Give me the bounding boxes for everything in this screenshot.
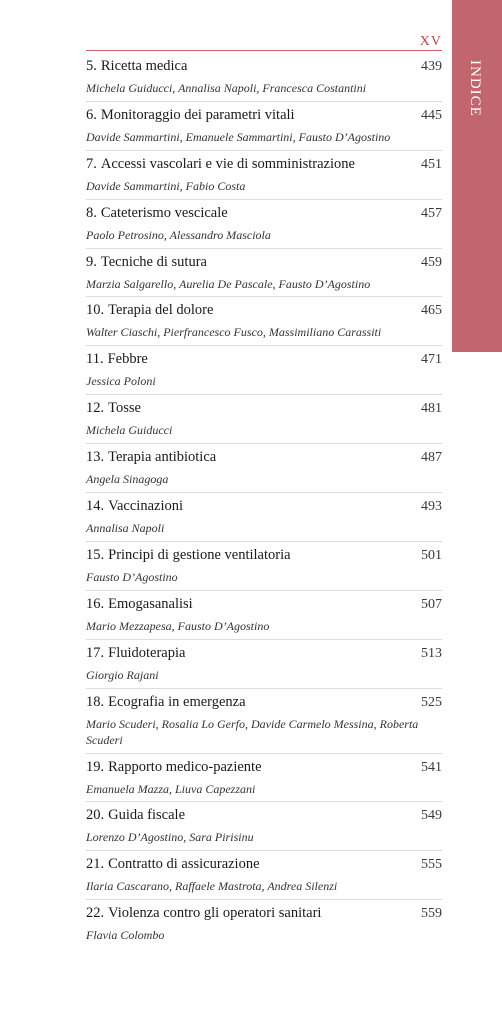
toc-entry-title xyxy=(86,759,262,776)
toc-entry-number: 13. xyxy=(86,449,105,466)
toc-entry-authors: Paolo Petrosino, Alessandro Masciola xyxy=(86,227,271,242)
toc-entry-title-row xyxy=(86,302,442,322)
toc-entry[interactable] xyxy=(86,200,442,249)
toc-entry-title xyxy=(86,694,246,711)
toc-entry-title xyxy=(86,400,141,417)
toc-entry-title xyxy=(86,807,185,824)
toc-entry-title-text: Vaccinazioni xyxy=(108,498,184,515)
toc-entry[interactable] xyxy=(86,754,442,803)
toc-entry-title-text: Tosse xyxy=(108,400,141,417)
toc-entry-title-row xyxy=(86,498,442,518)
toc-entry-authors: Walter Ciaschi, Pierfrancesco Fusco, Massimiliano Carassiti xyxy=(86,325,382,340)
toc-entry-authors: Jessica Poloni xyxy=(86,374,156,389)
page-number: XV xyxy=(419,34,442,49)
toc-entry[interactable] xyxy=(86,102,442,151)
toc-entry-title-row xyxy=(86,547,442,567)
toc-entry-title xyxy=(86,596,193,613)
toc-entry-page: 501 xyxy=(421,547,442,563)
toc-entry-title-row xyxy=(86,645,442,665)
section-tab-label: INDICE xyxy=(467,60,483,117)
toc-entry-title-row xyxy=(86,205,442,225)
toc-entry-title xyxy=(86,351,148,368)
toc-entry-number: 18. xyxy=(86,693,105,710)
toc-entry-number: 20. xyxy=(86,807,105,824)
toc-entry-authors: Davide Sammartini, Emanuele Sammartini, Fausto D’Agostino xyxy=(86,129,391,144)
toc-entry-authors: Michela Guiducci, Annalisa Napoli, Francesca Costantini xyxy=(86,81,367,95)
toc-entry[interactable] xyxy=(86,395,442,444)
toc-entry-title-text: Violenza contro gli operatori sanitari xyxy=(108,905,322,922)
toc-entry[interactable] xyxy=(86,53,442,102)
toc-entry-number: 11. xyxy=(86,351,104,368)
toc-entry[interactable] xyxy=(86,802,442,851)
toc-entry-authors: Angela Sinagoga xyxy=(86,472,169,487)
toc-entry-title-text: Fluidoterapia xyxy=(108,644,186,661)
toc-entry-title-row xyxy=(86,156,442,176)
toc-entry-page: 541 xyxy=(421,759,442,775)
toc-entry-title-text: Emogasanalisi xyxy=(108,595,193,612)
section-tab xyxy=(452,0,502,352)
toc-entry-title-text: Rapporto medico-paziente xyxy=(108,758,262,775)
toc-entry-title-text: Cateterismo vescicale xyxy=(100,204,228,221)
toc-entry-page: 457 xyxy=(421,205,442,221)
toc-entry-authors: Mario Mezzapesa, Fausto D’Agostino xyxy=(86,618,270,633)
toc-entry[interactable] xyxy=(86,249,442,298)
toc-entry-page: 459 xyxy=(421,254,442,270)
header-rule xyxy=(86,50,442,51)
toc-entry-authors: Emanuela Mazza, Liuva Capezzani xyxy=(86,781,256,796)
toc-entry-page: 549 xyxy=(421,808,442,824)
toc-entry-authors: Flavia Colombo xyxy=(86,928,165,943)
table-of-contents xyxy=(86,53,442,949)
toc-entry-number: 9. xyxy=(86,253,97,270)
toc-entry-number: 6. xyxy=(86,106,97,123)
toc-entry-number: 19. xyxy=(86,758,105,775)
toc-entry-page: 559 xyxy=(421,906,442,922)
toc-entry-title-row xyxy=(86,449,442,469)
toc-entry-authors: Annalisa Napoli xyxy=(86,521,165,536)
toc-entry-title-text: Guida fiscale xyxy=(108,807,186,824)
toc-entry[interactable] xyxy=(86,151,442,200)
toc-entry-authors: Michela Guiducci xyxy=(86,423,173,438)
toc-entry-number: 21. xyxy=(86,856,105,873)
toc-entry-page: 487 xyxy=(421,450,442,466)
toc-entry-title xyxy=(86,254,207,271)
toc-entry-authors: Lorenzo D’Agostino, Sara Pirisinu xyxy=(86,830,254,845)
toc-entry-page: 525 xyxy=(421,694,442,710)
toc-entry-title-row xyxy=(86,905,442,925)
toc-entry-title-row xyxy=(86,807,442,827)
toc-entry-title xyxy=(86,449,216,466)
toc-entry-title-row xyxy=(86,254,442,274)
toc-entry-title xyxy=(86,856,260,873)
toc-entry-title xyxy=(86,498,183,515)
toc-entry-title-text: Tecniche di sutura xyxy=(100,253,207,270)
toc-entry-title-row xyxy=(86,856,442,876)
toc-entry-number: 8. xyxy=(86,204,97,221)
toc-entry-title-row xyxy=(86,759,442,779)
toc-entry-number: 14. xyxy=(86,498,105,515)
toc-entry-page: 481 xyxy=(421,401,442,417)
toc-entry-number: 17. xyxy=(86,644,105,661)
toc-entry[interactable] xyxy=(86,851,442,900)
toc-entry-page: 451 xyxy=(421,156,442,172)
toc-entry-page: 439 xyxy=(421,59,442,74)
toc-entry[interactable] xyxy=(86,297,442,346)
toc-entry-title-text: Terapia antibiotica xyxy=(108,449,217,466)
toc-entry-authors: Mario Scuderi, Rosalia Lo Gerfo, Davide Carmelo Messina, Roberta Scuderi xyxy=(86,716,419,747)
toc-entry-title-row xyxy=(86,107,442,127)
toc-entry-title xyxy=(86,205,228,222)
toc-entry-title xyxy=(86,156,355,173)
toc-entry-number: 10. xyxy=(86,302,105,319)
toc-entry-title xyxy=(86,107,295,124)
toc-entry[interactable] xyxy=(86,591,442,640)
toc-entry-page: 493 xyxy=(421,499,442,515)
toc-entry[interactable] xyxy=(86,346,442,395)
toc-entry-title-text: Contratto di assicurazione xyxy=(108,856,260,873)
toc-entry[interactable] xyxy=(86,689,442,754)
toc-entry-title xyxy=(86,905,321,922)
toc-entry-number: 16. xyxy=(86,595,105,612)
toc-entry-title-text: Febbre xyxy=(107,351,148,368)
toc-entry-title-text: Principi di gestione ventilatoria xyxy=(108,546,291,563)
toc-entry[interactable] xyxy=(86,493,442,542)
toc-entry-authors: Davide Sammartini, Fabio Costa xyxy=(86,178,246,193)
toc-entry-title-text: Accessi vascolari e vie di somministrazione xyxy=(100,155,355,172)
toc-entry-number: 7. xyxy=(86,155,97,172)
toc-entry-authors: Ilaria Cascarano, Raffaele Mastrota, Andrea Silenzi xyxy=(86,879,338,894)
toc-entry-title xyxy=(86,58,187,75)
toc-entry-title-text: Monitoraggio dei parametri vitali xyxy=(100,106,295,123)
toc-entry-page: 445 xyxy=(421,107,442,123)
toc-entry-number: 15. xyxy=(86,546,105,563)
toc-entry-page: 555 xyxy=(421,857,442,873)
toc-entry-title-text: Terapia del dolore xyxy=(108,302,214,319)
toc-entry-title-row xyxy=(86,400,442,420)
toc-entry-number: 5. xyxy=(86,58,97,74)
toc-entry-authors: Marzia Salgarello, Aurelia De Pascale, Fausto D’Agostino xyxy=(86,276,371,291)
toc-entry-title-row xyxy=(86,58,442,78)
toc-entry[interactable] xyxy=(86,444,442,493)
toc-entry-page: 465 xyxy=(421,303,442,319)
toc-entry-page: 471 xyxy=(421,352,442,368)
toc-entry-number: 12. xyxy=(86,400,105,417)
toc-entry-authors: Giorgio Rajani xyxy=(86,667,159,682)
toc-entry[interactable] xyxy=(86,640,442,689)
toc-entry-title-row xyxy=(86,351,442,371)
toc-entry-title-text: Ecografia in emergenza xyxy=(108,693,246,710)
toc-entry-number: 22. xyxy=(86,905,105,922)
toc-entry-title xyxy=(86,645,185,662)
toc-entry-title-text: Ricetta medica xyxy=(100,58,188,74)
toc-entry-title xyxy=(86,302,213,319)
toc-entry-page: 513 xyxy=(421,645,442,661)
toc-entry-page: 507 xyxy=(421,596,442,612)
toc-entry-title-row xyxy=(86,694,442,714)
toc-entry-authors: Fausto D’Agostino xyxy=(86,569,178,584)
toc-entry-title xyxy=(86,547,291,564)
toc-entry[interactable] xyxy=(86,900,442,949)
toc-entry[interactable] xyxy=(86,542,442,591)
toc-entry-title-row xyxy=(86,596,442,616)
